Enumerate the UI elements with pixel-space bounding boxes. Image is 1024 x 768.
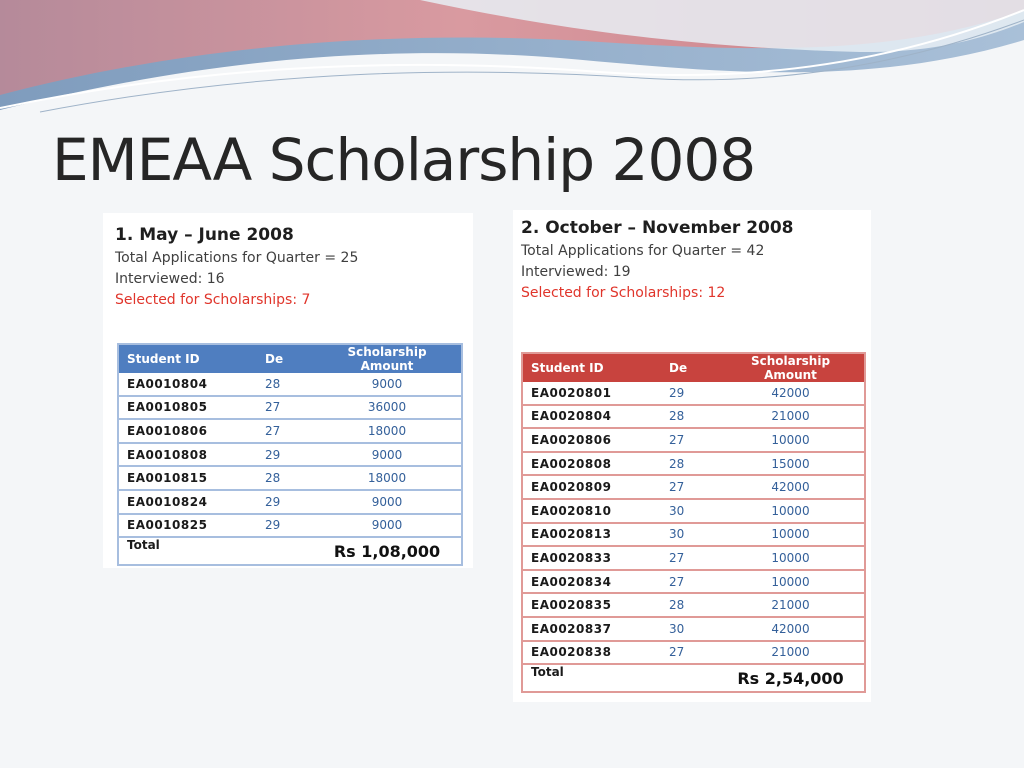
total-spacer-cell [257,537,313,565]
de-cell: 29 [661,382,717,405]
table-row [522,546,865,570]
amount-cell: 10000 [717,499,865,523]
student-id-cell: EA0020837 [522,617,661,641]
de-cell: 27 [661,641,717,665]
table-row [118,396,462,420]
quarter-1-heading: 1. May – June 2008 [115,225,294,245]
de-cell: 29 [257,443,313,467]
student-id-cell: EA0010825 [118,514,257,538]
total-spacer-cell [661,664,717,692]
student-id-cell: EA0020834 [522,570,661,594]
table-row [118,419,462,443]
student-id-cell: EA0020835 [522,593,661,617]
column-header-student-id: Student ID [118,344,257,373]
column-header-amount: Scholarship Amount [313,344,462,373]
table-row [522,641,865,665]
quarter-2-table [521,352,866,693]
quarter-1-interviewed: Interviewed: 16 [115,271,225,287]
de-cell: 28 [661,405,717,429]
amount-cell: 21000 [717,405,865,429]
amount-cell: 10000 [717,570,865,594]
amount-cell: 15000 [717,452,865,476]
quarter-1-selected: Selected for Scholarships: 7 [115,292,311,308]
student-id-cell: EA0010805 [118,396,257,420]
amount-cell: 36000 [313,396,462,420]
de-cell: 28 [661,452,717,476]
slide-title: EMEAA Scholarship 2008 [52,126,756,194]
student-id-cell: EA0020838 [522,641,661,665]
table-row [522,382,865,405]
total-label: Total [118,537,257,565]
column-header-amount: Scholarship Amount [717,353,865,382]
table-row [522,570,865,594]
de-cell: 28 [257,373,313,396]
de-cell: 29 [257,514,313,538]
table-row [522,593,865,617]
amount-cell: 9000 [313,443,462,467]
amount-cell: 9000 [313,514,462,538]
table-row [522,475,865,499]
de-cell: 28 [257,466,313,490]
table-row [522,499,865,523]
total-value: Rs 2,54,000 [717,664,865,692]
total-row [522,664,865,692]
quarter-1-table [117,343,463,566]
total-value: Rs 1,08,000 [313,537,462,565]
table-header-row [118,344,462,373]
quarter-2-applications: Total Applications for Quarter = 42 [521,243,765,259]
quarter-2-interviewed: Interviewed: 19 [521,264,631,280]
student-id-cell: EA0010824 [118,490,257,514]
amount-cell: 18000 [313,419,462,443]
amount-cell: 10000 [717,546,865,570]
table-row [118,490,462,514]
student-id-cell: EA0020809 [522,475,661,499]
table-row [522,428,865,452]
amount-cell: 42000 [717,475,865,499]
de-cell: 30 [661,499,717,523]
de-cell: 27 [661,546,717,570]
quarter-2-info [521,218,794,304]
de-cell: 30 [661,523,717,547]
table-row [118,373,462,396]
de-cell: 27 [257,419,313,443]
student-id-cell: EA0010815 [118,466,257,490]
student-id-cell: EA0020833 [522,546,661,570]
quarter-1-applications: Total Applications for Quarter = 25 [115,250,359,266]
student-id-cell: EA0020810 [522,499,661,523]
header-wave-decoration [0,0,1024,120]
quarter-1-info [115,225,358,311]
table-row [118,443,462,467]
de-cell: 30 [661,617,717,641]
quarter-2-panel [513,210,871,702]
amount-cell: 42000 [717,382,865,405]
table-row [522,617,865,641]
de-cell: 28 [661,593,717,617]
table-row [118,466,462,490]
de-cell: 27 [661,570,717,594]
amount-cell: 9000 [313,490,462,514]
total-label: Total [522,664,661,692]
table-row [522,452,865,476]
amount-cell: 21000 [717,641,865,665]
amount-cell: 21000 [717,593,865,617]
table-row [522,405,865,429]
amount-cell: 42000 [717,617,865,641]
column-header-de: De [661,353,717,382]
de-cell: 27 [257,396,313,420]
student-id-cell: EA0010804 [118,373,257,396]
student-id-cell: EA0020813 [522,523,661,547]
table-header-row [522,353,865,382]
de-cell: 27 [661,428,717,452]
student-id-cell: EA0010806 [118,419,257,443]
student-id-cell: EA0020806 [522,428,661,452]
table-row [522,523,865,547]
student-id-cell: EA0020804 [522,405,661,429]
amount-cell: 10000 [717,428,865,452]
quarter-2-heading: 2. October – November 2008 [521,218,794,238]
quarter-1-panel [103,213,473,568]
column-header-student-id: Student ID [522,353,661,382]
de-cell: 29 [257,490,313,514]
amount-cell: 9000 [313,373,462,396]
student-id-cell: EA0020808 [522,452,661,476]
total-row [118,537,462,565]
amount-cell: 10000 [717,523,865,547]
table-row [118,514,462,538]
quarter-2-selected: Selected for Scholarships: 12 [521,285,726,301]
student-id-cell: EA0020801 [522,382,661,405]
column-header-de: De [257,344,313,373]
amount-cell: 18000 [313,466,462,490]
de-cell: 27 [661,475,717,499]
student-id-cell: EA0010808 [118,443,257,467]
